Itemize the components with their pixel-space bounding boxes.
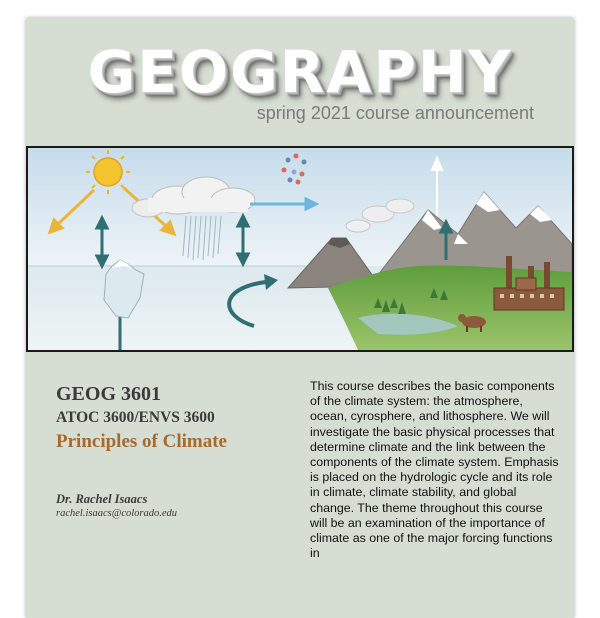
instructor-email: rachel.isaacs@colorado.edu <box>56 508 178 519</box>
course-flyer <box>26 18 574 618</box>
cross-listed-courses: ATOC 3600/ENVS 3600 <box>56 409 215 426</box>
page-subtitle: spring 2021 course announcement <box>256 103 534 123</box>
climate-system-illustration <box>26 146 574 352</box>
course-title: Principles of Climate <box>56 431 227 452</box>
course-description: This course describes the basic components of the climate system: the atmosphere, ocean, cyrosphere, and lithosphere. We will investigate the basic physical processes that determine climate and the link between the components of the climate system. Emphasis is placed on the hydrologic cycle and its role in climate, climate stability, and global change. The theme throughout this course will be an examination of the importance of climate as one of the major forcing functions in <box>310 379 559 561</box>
page-title: GEOGRAPHY <box>87 38 513 106</box>
instructor-name: Dr. Rachel Isaacs <box>56 492 148 506</box>
course-code: GEOG 3601 <box>56 383 162 405</box>
